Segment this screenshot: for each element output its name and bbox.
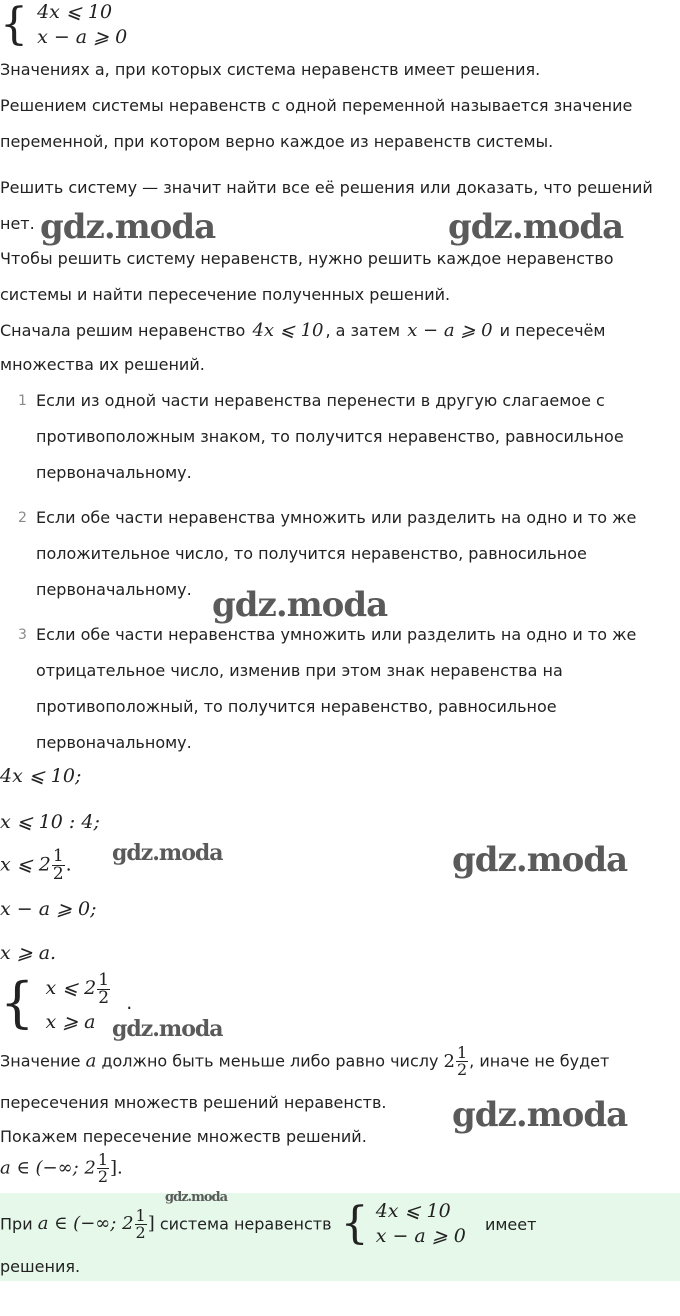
system-row: x − a ⩾ 0 (375, 1225, 466, 1247)
paragraph: системы и найти пересечение полученных решений. (0, 285, 451, 304)
list-item: противоположным знаком, то получится неравенство, равносильное (36, 427, 624, 446)
left-brace: { (0, 971, 35, 1035)
list-item: отрицательное число, изменив при этом знак неравенства на (36, 661, 563, 680)
system-row: x − a ⩾ 0 (37, 26, 128, 48)
watermark-logo: gdz.moda (40, 207, 216, 247)
paragraph: Значениях a, при которых система неравенств имеет решения. (0, 60, 541, 79)
fraction: $\frac{1}{2}$ (52, 846, 64, 884)
list-item: Если обе части неравенства умножить или разделить на одно и то же (36, 625, 637, 644)
watermark-logo: gdz.moda (452, 840, 628, 880)
answer-line: решения. (0, 1257, 81, 1276)
watermark-logo: gdz.moda (112, 840, 223, 866)
math-inline: 4x ⩽ 10 (252, 320, 324, 341)
solution-system: { x ⩽ 2 $\frac{1}{2}$ x ⩾ a . (0, 970, 132, 1037)
paragraph: Чтобы решить систему неравенств, нужно решить каждое неравенство (0, 249, 614, 268)
fraction: $\frac{1}{2}$ (98, 969, 110, 1008)
list-number: 2 (18, 510, 27, 526)
math-step: 4x ⩽ 10; (0, 765, 82, 787)
watermark-logo: gdz.moda (212, 585, 388, 625)
paragraph: Решением системы неравенств с одной переменной называется значение (0, 96, 633, 115)
left-brace: { (0, 0, 28, 50)
list-item: Если из одной части неравенства перенести в другую слагаемое с (36, 391, 605, 410)
math-step: x ⩽ 2 $\frac{1}{2}$ . (0, 846, 72, 884)
watermark-logo: gdz.moda (165, 1190, 228, 1205)
answer-line: При a ∈ (−∞; 2 $\frac{1}{2}$ ] система неравенств { 4x ⩽ 10 x − a ⩾ 0 имеет (0, 1198, 537, 1249)
watermark-logo: gdz.moda (452, 1095, 628, 1135)
system-row: 4x ⩽ 10 (375, 1200, 451, 1222)
paragraph: переменной, при котором верно каждое из неравенств системы. (0, 132, 554, 151)
interval: a ∈ (−∞; 2 $\frac{1}{2}$ ]. (0, 1150, 123, 1186)
paragraph: нет. (0, 214, 35, 233)
list-item: Если обе части неравенства умножить или разделить на одно и то же (36, 508, 637, 527)
math-step: x ⩽ 10 : 4; (0, 811, 100, 833)
top-system (0, 0, 127, 50)
system-row: 4x ⩽ 10 (37, 1, 113, 23)
math-step: x − a ⩾ 0; (0, 898, 97, 920)
left-brace: { (340, 1198, 369, 1249)
system-row: x ⩾ a (45, 1010, 96, 1033)
fraction: $\frac{1}{2}$ (97, 1150, 109, 1186)
list-number: 3 (18, 627, 27, 643)
math-inline: x − a ⩾ 0 (407, 320, 493, 341)
paragraph: Сначала решим неравенство 4x ⩽ 10 , а затем x − a ⩾ 0 и пересечём (0, 320, 606, 341)
list-number: 1 (18, 393, 27, 409)
fraction: $\frac{1}{2}$ (135, 1205, 146, 1242)
answer-box (0, 1193, 680, 1281)
paragraph: пересечения множеств решений неравенств. (0, 1093, 387, 1112)
paragraph: множества их решений. (0, 355, 205, 374)
paragraph: Решить систему — значит найти все её решения или доказать, что решений (0, 178, 653, 197)
paragraph: Значение a должно быть меньше либо равно числу 2 $\frac{1}{2}$ , иначе не будет (0, 1043, 610, 1079)
system-row: x ⩽ 2 $\frac{1}{2}$ (45, 969, 110, 1008)
list-item: первоначальному. (36, 463, 192, 482)
watermark-logo: gdz.moda (112, 1016, 223, 1042)
math-step: x ⩾ a. (0, 942, 57, 964)
list-item: первоначальному. (36, 733, 192, 752)
list-item: противоположный, то получится неравенство, равносильное (36, 697, 557, 716)
list-item: положительное число, то получится неравенство, равносильное (36, 544, 587, 563)
watermark-logo: gdz.moda (448, 207, 624, 247)
list-item: первоначальному. (36, 580, 192, 599)
fraction: $\frac{1}{2}$ (456, 1043, 468, 1079)
paragraph: Покажем пересечение множеств решений. (0, 1127, 367, 1146)
